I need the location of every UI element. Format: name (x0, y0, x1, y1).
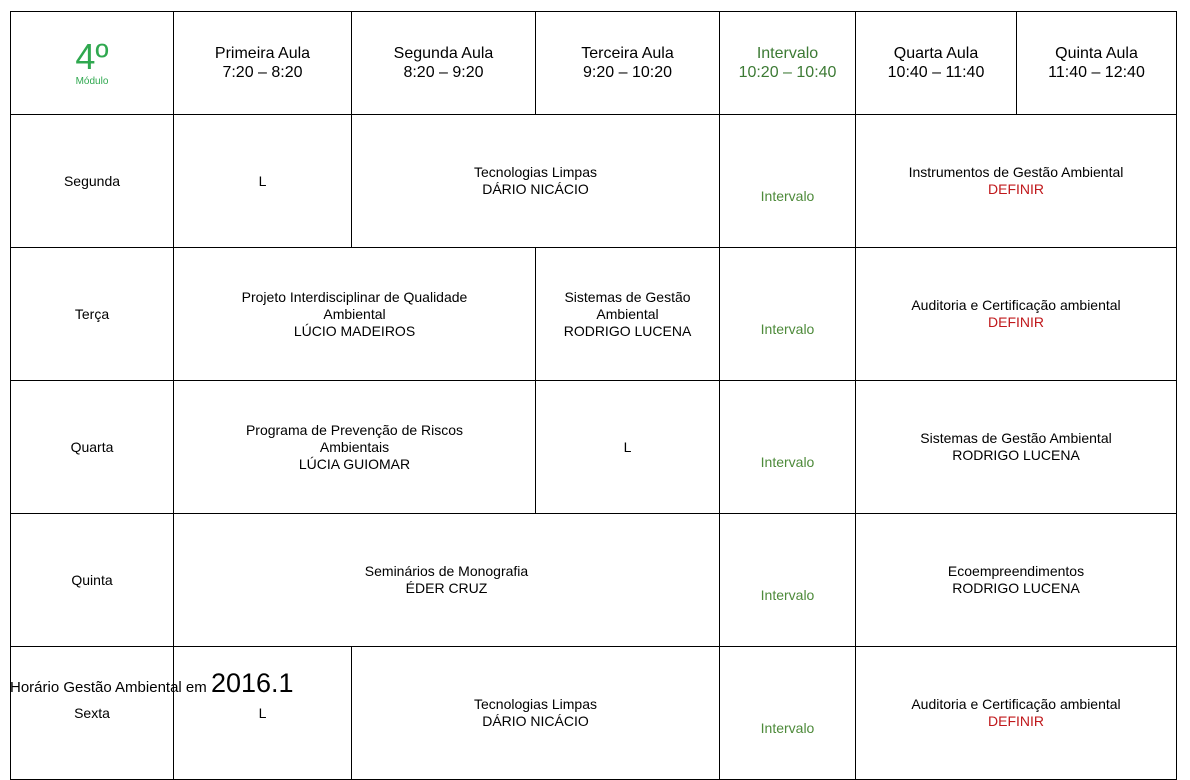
subject: Auditoria e Certificação ambiental (911, 297, 1121, 313)
slot-time: 9:20 – 10:20 (583, 64, 672, 81)
interval-cell: Intervalo (720, 647, 856, 780)
class-cell (352, 647, 720, 780)
teacher: RODRIGO LUCENA (952, 447, 1080, 463)
slot-time: 11:40 – 12:40 (1048, 64, 1145, 81)
subject: Auditoria e Certificação ambiental (911, 696, 1121, 712)
slot-time: 7:20 – 8:20 (222, 64, 303, 81)
teacher: RODRIGO LUCENA (952, 580, 1080, 596)
slot-time: 10:20 – 10:40 (738, 64, 837, 81)
class-cell (856, 248, 1177, 381)
module-cell (11, 12, 174, 115)
interval-cell: Intervalo (720, 514, 856, 647)
module-label: Módulo (75, 76, 109, 87)
day-label: Segunda (11, 115, 174, 248)
subject: Seminários de Monografia (364, 563, 529, 579)
class-cell: L (174, 115, 352, 248)
subject: Tecnologias Limpas (474, 696, 597, 712)
teacher: LÚCIA GUIOMAR (298, 455, 411, 472)
teacher: LÚCIO MADEIROS (293, 322, 416, 339)
schedule-caption (10, 668, 294, 703)
caption-text: Horário Gestão Ambiental em (10, 679, 211, 696)
class-cell (856, 115, 1177, 248)
interval-header (720, 12, 856, 115)
row-quarta (11, 381, 1177, 514)
subject: Sistemas de Gestão Ambiental (564, 288, 691, 322)
teacher: DÁRIO NICÁCIO (482, 181, 589, 197)
day-label: Terça (11, 248, 174, 381)
header-row (11, 12, 1177, 115)
slot-time: 8:20 – 9:20 (403, 64, 484, 81)
day-label: Quarta (11, 381, 174, 514)
slot-header-4 (856, 12, 1017, 115)
subject: Tecnologias Limpas (474, 164, 597, 180)
interval-cell: Intervalo (720, 248, 856, 381)
teacher: DÁRIO NICÁCIO (482, 713, 589, 729)
slot-name: Primeira Aula (214, 45, 311, 62)
class-cell (174, 381, 536, 514)
slot-name: Terceira Aula (581, 45, 674, 62)
slot-name: Quarta Aula (893, 45, 979, 62)
class-cell (174, 514, 720, 647)
slot-header-1 (174, 12, 352, 115)
caption-year: 2016.1 (210, 668, 294, 698)
slot-header-3 (536, 12, 720, 115)
class-cell (536, 248, 720, 381)
row-segunda (11, 115, 1177, 248)
subject: Projeto Interdisciplinar de Qualidade Ambiental (241, 288, 468, 322)
schedule-table (10, 11, 1177, 780)
class-cell (856, 381, 1177, 514)
module-number: 4º (75, 36, 109, 77)
teacher: ÉDER CRUZ (405, 580, 488, 596)
row-sexta (11, 647, 1177, 780)
row-terca (11, 248, 1177, 381)
interval-cell: Intervalo (720, 381, 856, 514)
day-label: Quinta (11, 514, 174, 647)
class-cell: L (536, 381, 720, 514)
day-label: Sexta (11, 647, 174, 780)
slot-name: Segunda Aula (393, 45, 494, 62)
slot-name: Quinta Aula (1055, 45, 1138, 62)
class-cell (856, 514, 1177, 647)
slot-time: 10:40 – 11:40 (887, 64, 985, 81)
interval-cell: Intervalo (720, 115, 856, 248)
subject: Sistemas de Gestão Ambiental (920, 430, 1112, 446)
class-cell: L (174, 647, 352, 780)
subject: Instrumentos de Gestão Ambiental (908, 164, 1124, 180)
class-cell (352, 115, 720, 248)
class-cell (856, 647, 1177, 780)
class-cell (174, 248, 536, 381)
row-quinta (11, 514, 1177, 647)
teacher: DEFINIR (988, 314, 1044, 330)
slot-header-5 (1017, 12, 1177, 115)
teacher: DEFINIR (988, 181, 1044, 197)
subject: Ecoempreendimentos (947, 563, 1085, 579)
subject: Programa de Prevenção de Riscos Ambientais (245, 421, 464, 455)
slot-name: Intervalo (756, 45, 819, 62)
teacher: DEFINIR (988, 713, 1044, 729)
slot-header-2 (352, 12, 536, 115)
teacher: RODRIGO LUCENA (563, 322, 692, 339)
